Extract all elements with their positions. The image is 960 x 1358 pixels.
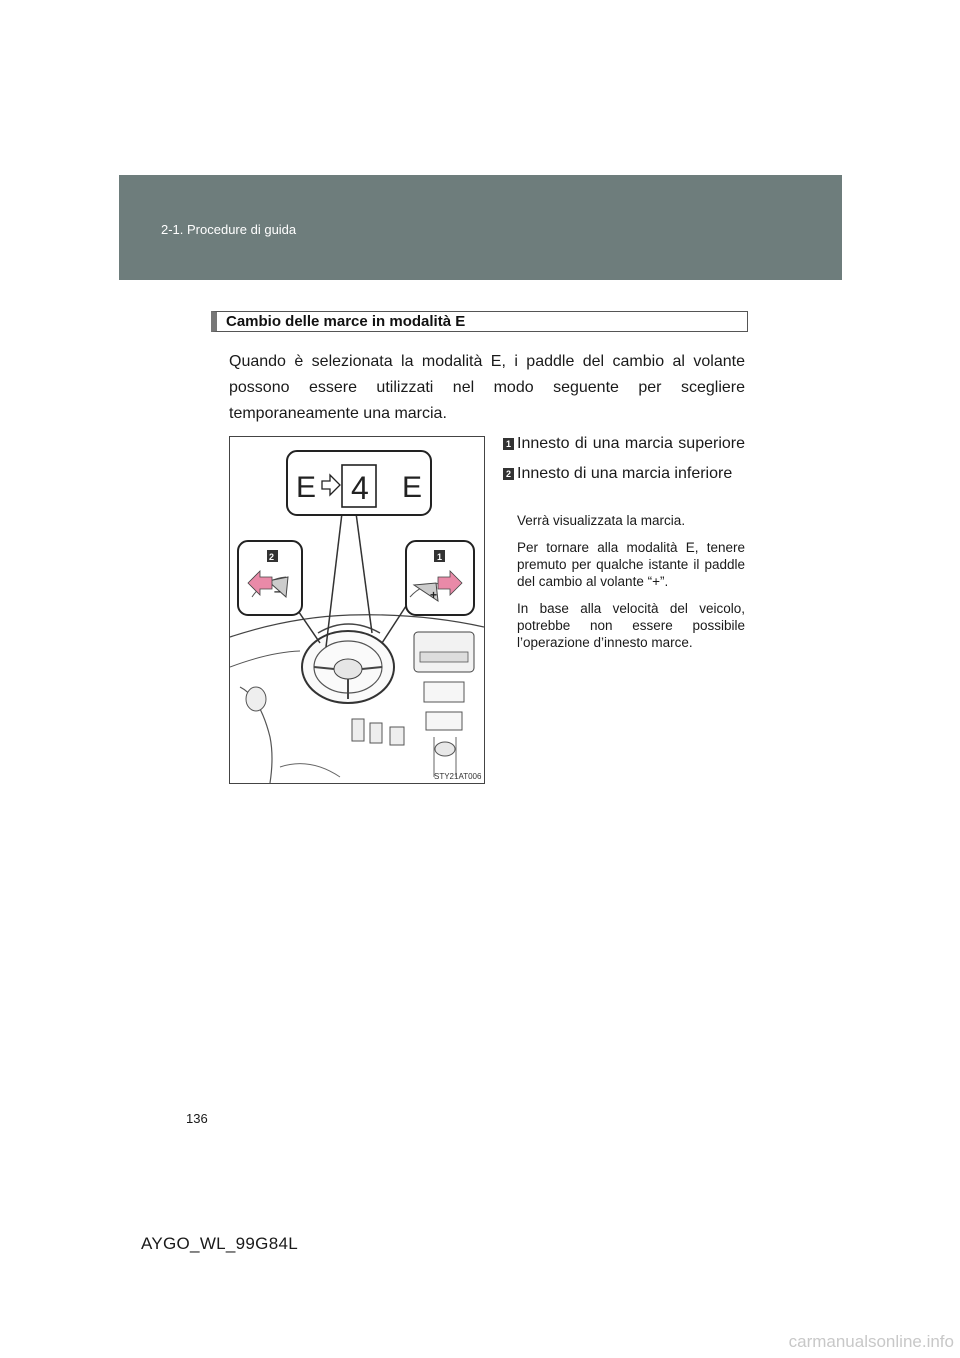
section-title: Cambio delle marce in modalità E (226, 313, 466, 330)
callout-number-1: 1 (437, 552, 443, 562)
cockpit-drawing (230, 437, 484, 783)
display-gear-number: 4 (351, 470, 369, 506)
paddle-shift-illustration (229, 436, 485, 784)
step-number-badge: 1 (503, 438, 514, 450)
display-mode-right: E (402, 471, 423, 504)
intro-paragraph: Quando è selezionata la modalità E, i paddle del cambio al volante possono essere utilizzati nel modo seguente per scegliere temporaneamente una marcia. (229, 353, 745, 422)
callout-number-2: 2 (269, 552, 275, 562)
display-mode-left: E (296, 471, 317, 504)
step-item (503, 462, 745, 486)
paddle-minus-label: – (274, 584, 281, 598)
manual-code-footer: AYGO_WL_99G84L (141, 1234, 298, 1253)
page-number: 136 (186, 1111, 208, 1126)
note-item: Per tornare alla modalità E, tenere premuto per qualche istante il paddle del cambio al volante “+”. (517, 540, 745, 589)
paddle-plus-label: + (430, 588, 438, 602)
step-text: Innesto di una marcia inferiore (517, 465, 733, 482)
chapter-header (119, 175, 842, 280)
step-item (503, 432, 745, 456)
watermark: carmanualsonline.info (788, 1332, 954, 1351)
step-number-badge: 2 (503, 468, 514, 480)
note-item: Verrà visualizzata la marcia. (517, 513, 686, 528)
step-list (503, 432, 745, 492)
section-title-box (211, 311, 748, 332)
notes-list (517, 512, 745, 661)
step-text: Innesto di una marcia superiore (517, 435, 745, 452)
breadcrumb: 2-1. Procedure di guida (161, 222, 297, 237)
note-item: In base alla velocità del veicolo, potrebbe non essere possibile l’operazione d’innesto marce. (517, 601, 745, 650)
figure-code: STY21AT006 (434, 772, 482, 781)
